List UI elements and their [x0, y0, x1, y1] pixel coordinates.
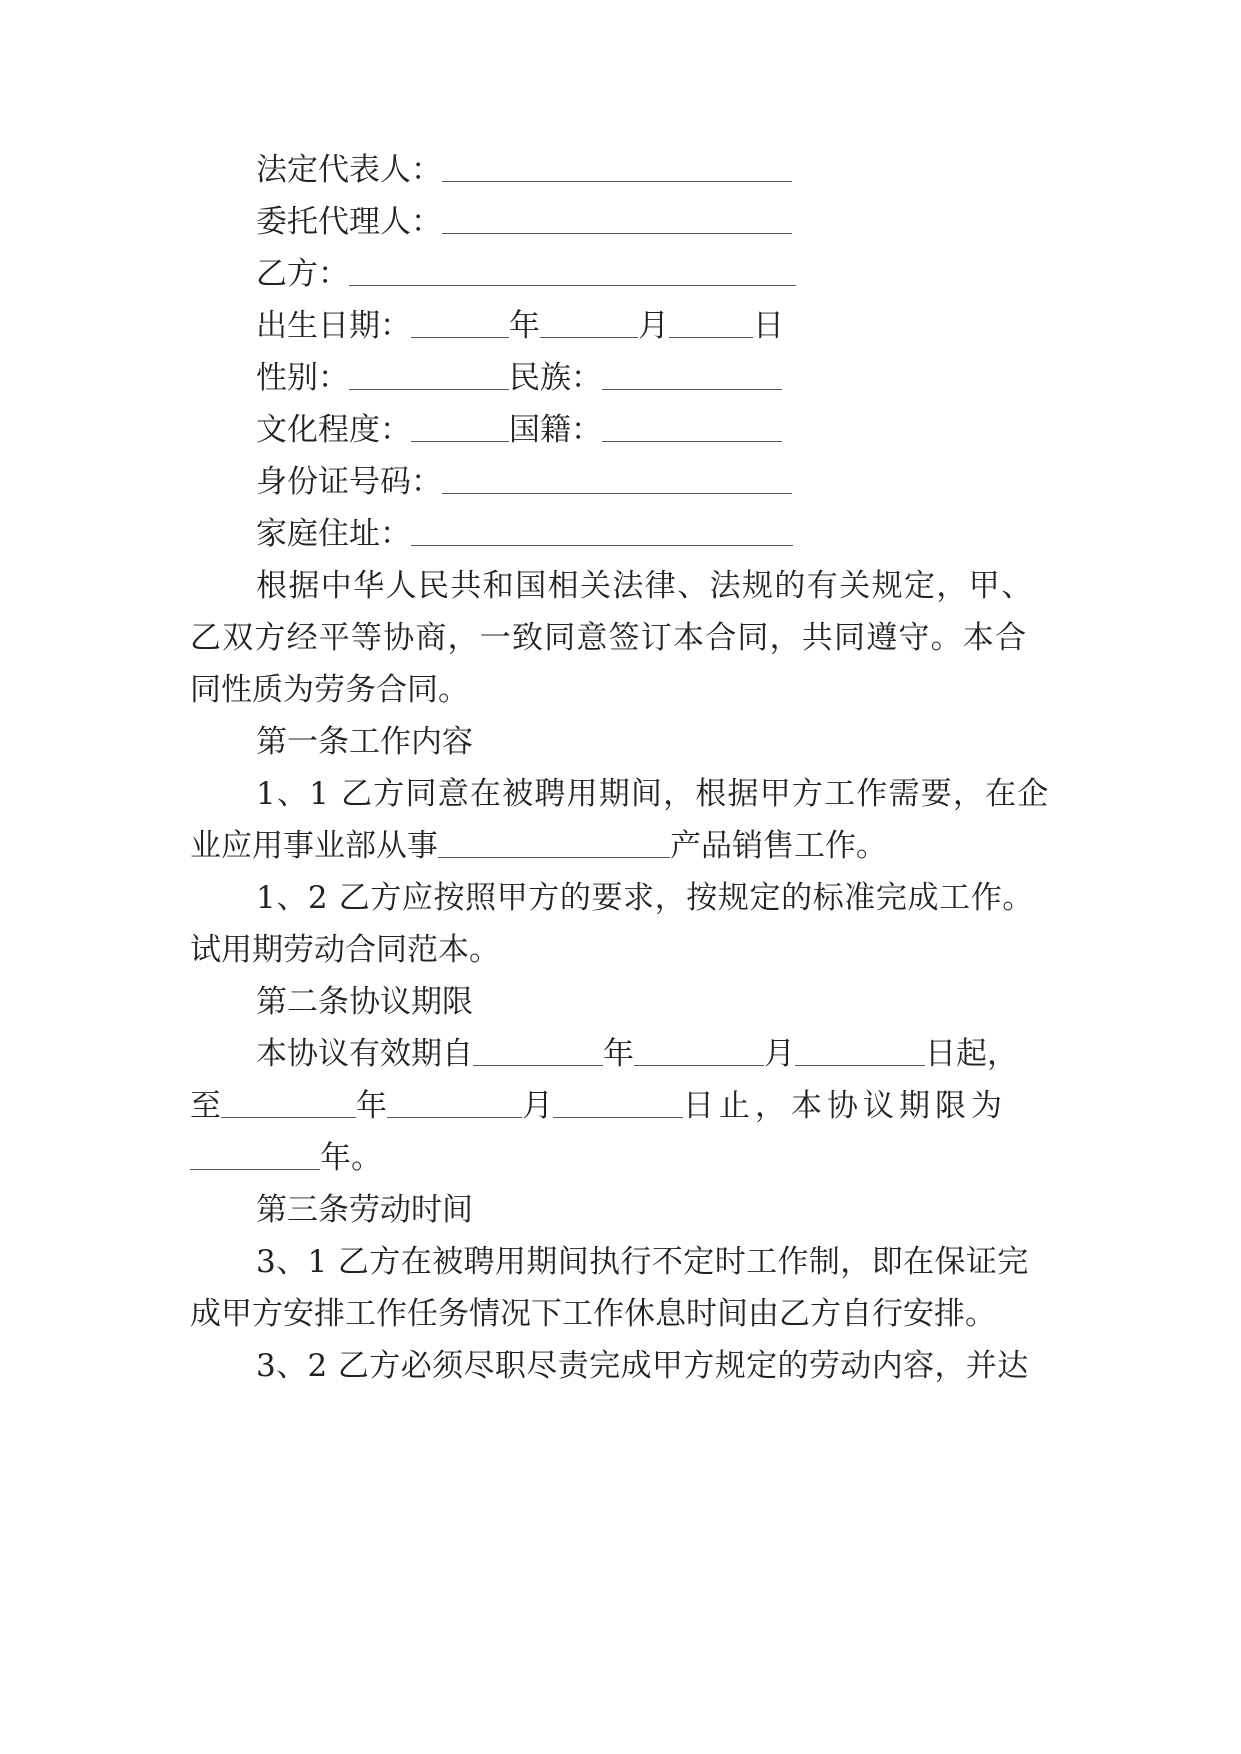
clause-1-2-line-1: 1、2 乙方应按照甲方的要求，按规定的标准完成工作。	[256, 880, 1034, 916]
birth-month-blank[interactable]	[540, 313, 638, 338]
start-day-unit: 日起，	[925, 1036, 1018, 1072]
party-b-blank[interactable]	[349, 261, 796, 286]
birth-day-blank[interactable]	[669, 313, 753, 338]
clause-3-1-line-1: 3、1 乙方在被聘用期间执行不定时工作制，即在保证完	[256, 1244, 1029, 1280]
birth-day-unit: 日	[753, 308, 784, 344]
nationality-label: 国籍：	[509, 412, 602, 448]
term-years-blank[interactable]	[190, 1145, 320, 1170]
clause-1-2-line-2: 试用期劳动合同范本。	[190, 932, 500, 968]
legal-rep-blank[interactable]	[442, 157, 792, 182]
start-year-unit: 年	[603, 1036, 634, 1072]
preamble-line-2: 乙双方经平等协商，一致同意签订本合同，共同遵守。本合	[190, 620, 1028, 656]
preamble-line-1: 根据中华人民共和国相关法律、法规的有关规定，甲、	[256, 568, 1034, 604]
education-blank[interactable]	[411, 417, 509, 442]
home-address-row	[256, 514, 793, 554]
agent-row	[256, 202, 792, 242]
term-line-1	[256, 1034, 1018, 1074]
clause-1-1-line-2	[190, 826, 887, 866]
term-line-3	[190, 1138, 382, 1178]
education-nationality-row	[256, 410, 782, 450]
end-day-unit: 日止，本协议期限为	[683, 1088, 1007, 1124]
start-day-blank[interactable]	[795, 1041, 925, 1066]
id-number-blank[interactable]	[442, 469, 792, 494]
start-month-blank[interactable]	[634, 1041, 764, 1066]
clause-1-1-text-a: 业应用事业部从事	[190, 828, 438, 864]
birth-month-unit: 月	[638, 308, 669, 344]
legal-rep-row	[256, 150, 792, 190]
ethnicity-label: 民族：	[509, 360, 602, 396]
start-year-blank[interactable]	[473, 1041, 603, 1066]
birth-year-unit: 年	[509, 308, 540, 344]
party-b-row	[256, 254, 796, 294]
end-month-unit: 月	[522, 1088, 553, 1124]
gender-ethnicity-row	[256, 358, 782, 398]
article-2-title: 第二条协议期限	[256, 984, 473, 1020]
id-number-row	[256, 462, 792, 502]
home-address-label: 家庭住址：	[256, 516, 411, 552]
product-blank[interactable]	[438, 833, 670, 858]
clause-3-1-line-2: 成甲方安排工作任务情况下工作休息时间由乙方自行安排。	[190, 1296, 996, 1332]
party-b-label: 乙方：	[256, 256, 349, 292]
clause-1-1-line-1: 1、1 乙方同意在被聘用期间，根据甲方工作需要，在企	[256, 776, 1050, 812]
agent-blank[interactable]	[442, 209, 792, 234]
clause-1-1-text-b: 产品销售工作。	[670, 828, 887, 864]
birth-year-blank[interactable]	[411, 313, 509, 338]
start-month-unit: 月	[764, 1036, 795, 1072]
term-to-label: 至	[190, 1088, 221, 1124]
agent-label: 委托代理人：	[256, 204, 442, 240]
preamble-line-3: 同性质为劳务合同。	[190, 672, 469, 708]
id-number-label: 身份证号码：	[256, 464, 442, 500]
end-month-blank[interactable]	[387, 1093, 522, 1118]
end-year-unit: 年	[356, 1088, 387, 1124]
term-line-2	[190, 1086, 1007, 1126]
article-1-title: 第一条工作内容	[256, 724, 473, 760]
education-label: 文化程度：	[256, 412, 411, 448]
legal-rep-label: 法定代表人：	[256, 152, 442, 188]
ethnicity-blank[interactable]	[602, 365, 782, 390]
term-years-unit: 年。	[320, 1140, 382, 1176]
birth-date-label: 出生日期：	[256, 308, 411, 344]
clause-3-2-line-1: 3、2 乙方必须尽职尽责完成甲方规定的劳动内容，并达	[256, 1348, 1029, 1384]
term-from-label: 本协议有效期自	[256, 1036, 473, 1072]
gender-blank[interactable]	[349, 365, 509, 390]
end-year-blank[interactable]	[221, 1093, 356, 1118]
birth-date-row	[256, 306, 784, 346]
article-3-title: 第三条劳动时间	[256, 1192, 473, 1228]
nationality-blank[interactable]	[602, 417, 782, 442]
home-address-blank[interactable]	[411, 521, 793, 546]
end-day-blank[interactable]	[553, 1093, 683, 1118]
gender-label: 性别：	[256, 360, 349, 396]
